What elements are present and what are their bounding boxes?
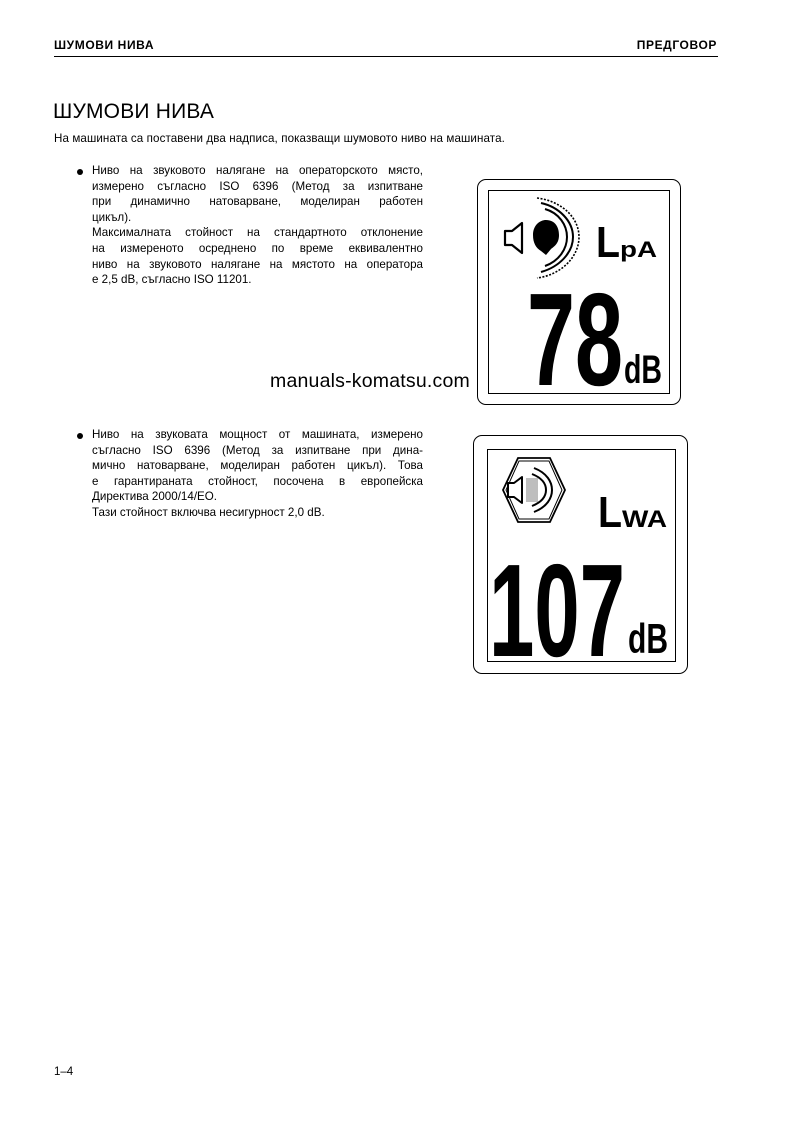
paragraph-sound-power <box>92 427 423 521</box>
paragraph-line: ниво на звуковото налягане на мястото на оператора <box>92 257 423 271</box>
lwa-subscript: WA <box>622 506 667 533</box>
paragraph-line: цикъл). <box>92 210 132 224</box>
paragraph-line: съгласно ISO 6396 (Метод за изпитване при дина- <box>92 443 423 457</box>
lwa-value: 107 <box>489 537 625 661</box>
paragraph-line: мично натоварване, моделиран работен цикъл). Това <box>92 459 423 473</box>
page-number: 1–4 <box>54 1066 74 1078</box>
paragraph-line: на измереното осреднено по време еквивалентно <box>92 241 423 255</box>
speaker-hexagon-icon <box>503 458 565 522</box>
watermark: manuals-komatsu.com <box>270 370 470 392</box>
sound-pressure-label-frame <box>488 190 670 394</box>
paragraph-sound-pressure <box>92 163 423 288</box>
paragraph-line: е гарантираната стойност, посочена в европейска <box>92 474 423 488</box>
running-header-right: ПРЕДГОВОР <box>636 38 717 52</box>
paragraph-line: Максималната стойност на стандартното отклонение <box>92 226 423 240</box>
paragraph-line: Тази стойност включва несигурност 2,0 dB. <box>92 505 325 519</box>
paragraph-line: Ниво на звуковото налягане на операторското място, <box>92 164 423 177</box>
sound-power-label <box>473 435 688 674</box>
sound-power-label-frame <box>487 449 676 662</box>
bullet-2 <box>77 433 83 439</box>
sound-pressure-label <box>477 179 681 405</box>
lpa-symbol: L <box>596 218 620 267</box>
lwa-symbol: L <box>598 488 622 537</box>
paragraph-line: е 2,5 dB, съгласно ISO 11201. <box>92 273 252 287</box>
bullet-1 <box>77 169 83 175</box>
header-rule <box>54 56 718 57</box>
lpa-subscript: pA <box>620 237 658 262</box>
paragraph-line: при динамично натоварване, моделиран работен <box>92 195 423 209</box>
running-header-left: ШУМОВИ НИВА <box>54 38 155 52</box>
paragraph-line: Ниво на звуковата мощност от машината, измерено <box>92 428 423 441</box>
intro-text: На машината са поставени два надписа, показващи шумовото ниво на машината. <box>54 132 505 145</box>
lpa-value: 78 <box>527 266 623 393</box>
paragraph-line: измерено съгласно ISO 6396 (Метод за изпитване <box>92 179 423 193</box>
lpa-unit: dB <box>624 348 662 392</box>
section-title: ШУМОВИ НИВА <box>53 100 215 123</box>
lwa-unit: dB <box>628 615 668 661</box>
paragraph-line: Директива 2000/14/ЕО. <box>92 490 218 504</box>
